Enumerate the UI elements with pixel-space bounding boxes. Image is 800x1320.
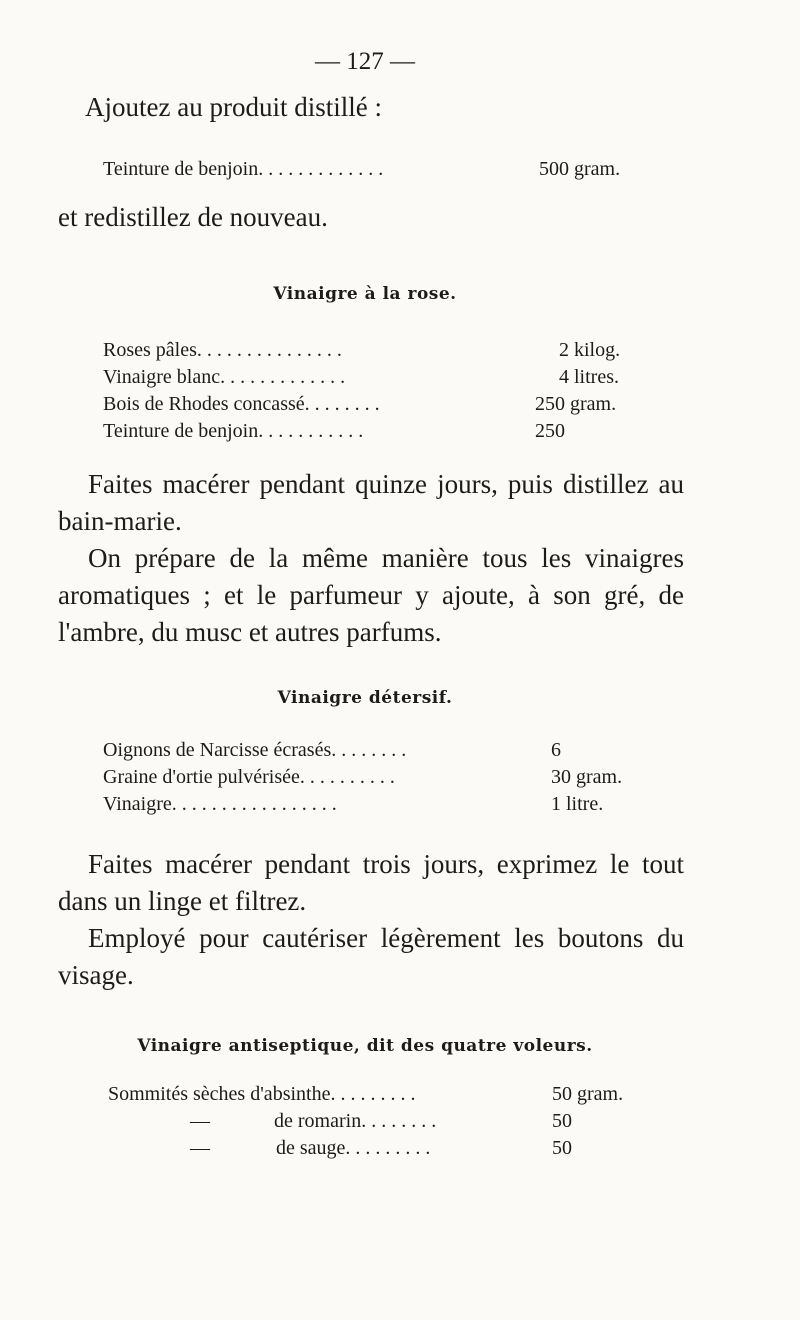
section-title-antiseptique: Vinaigre antiseptique, dit des quatre voleurs. — [137, 1036, 593, 1056]
section-title-detersif: Vinaigre détersif. — [277, 688, 453, 708]
ditto-dash: — — [190, 1137, 210, 1159]
recipe-row — [103, 420, 663, 447]
recipe-row — [103, 366, 663, 393]
recipe-row — [103, 158, 663, 185]
ingredient-quantity: 250 — [535, 420, 565, 442]
recipe-row — [103, 739, 663, 766]
redistill-line: et redistillez de nouveau. — [58, 202, 328, 232]
recipe-row — [103, 393, 663, 420]
paragraphs-rose — [58, 466, 684, 651]
page-number: — 127 — — [315, 48, 415, 75]
recipe-row — [103, 339, 663, 366]
ingredient-name: Roses pâles. . . . . . . . . . . . . . . — [103, 339, 342, 361]
ingredient-name: Vinaigre blanc. . . . . . . . . . . . . — [103, 366, 346, 388]
recipe-list-rose — [103, 339, 663, 447]
ingredient-quantity: 30 gram. — [551, 766, 623, 788]
recipe-row — [103, 793, 663, 820]
ingredient-quantity: 6 — [551, 739, 561, 761]
ingredient-name: Oignons de Narcisse écrasés. . . . . . . . — [103, 739, 407, 761]
ingredient-name: Graine d'ortie pulvérisée. . . . . . . . . . — [103, 766, 395, 788]
ingredient-name: Vinaigre. . . . . . . . . . . . . . . . . — [103, 793, 337, 815]
paragraph: On prépare de la même manière tous les vinaigres aromatiques ; et le parfumeur y ajoute, à son gré, de l'ambre, du musc et autres parfums. — [58, 543, 684, 647]
ingredient-quantity: 1 litre. — [551, 793, 604, 815]
ingredient-name: Bois de Rhodes concassé. . . . . . . . — [103, 393, 380, 415]
ingredient-name: de sauge. . . . . . . . . — [276, 1137, 431, 1159]
ingredient-name: Teinture de benjoin. . . . . . . . . . . . . — [103, 158, 384, 180]
intro-recipe — [103, 158, 663, 185]
ingredient-quantity: 4 litres. — [559, 366, 619, 388]
ingredient-quantity: 50 — [552, 1110, 572, 1132]
ingredient-quantity: 50 — [552, 1137, 572, 1159]
recipe-list-detersif — [103, 739, 663, 820]
recipe-row — [108, 1137, 668, 1164]
recipe-list-antiseptique — [108, 1083, 668, 1164]
paragraph: Faites macérer pendant trois jours, exprimez le tout dans un linge et filtrez. — [58, 849, 684, 916]
ingredient-name: Teinture de benjoin. . . . . . . . . . . — [103, 420, 364, 442]
ingredient-quantity: 2 kilog. — [559, 339, 621, 361]
intro-line: Ajoutez au produit distillé : — [85, 92, 382, 122]
ingredient-name: Sommités sèches d'absinthe. . . . . . . . . — [108, 1083, 416, 1105]
paragraphs-detersif — [58, 846, 684, 994]
paragraph: Faites macérer pendant quinze jours, puis distillez au bain-marie. — [58, 469, 684, 536]
recipe-row — [103, 766, 663, 793]
section-title-rose: Vinaigre à la rose. — [273, 284, 457, 304]
ditto-dash: — — [190, 1110, 210, 1132]
ingredient-quantity: 500 gram. — [539, 158, 621, 180]
ingredient-name: de romarin. . . . . . . . — [274, 1110, 437, 1132]
ingredient-quantity: 250 gram. — [535, 393, 617, 415]
paragraph: Employé pour cautériser légèrement les boutons du visage. — [58, 923, 684, 990]
ingredient-quantity: 50 gram. — [552, 1083, 624, 1105]
recipe-row — [108, 1083, 668, 1110]
recipe-row — [108, 1110, 668, 1137]
